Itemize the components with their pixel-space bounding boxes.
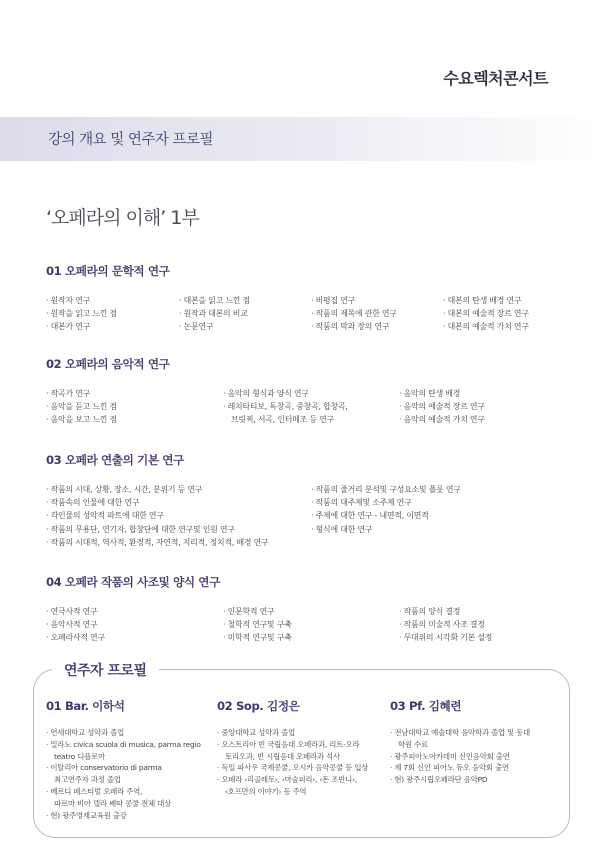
topic-item: · 작품의 양식 결정 bbox=[399, 605, 492, 618]
topic-column bbox=[443, 294, 529, 334]
topic-item: · 연극사적 연구 bbox=[46, 605, 105, 618]
topic-item: · 원작자 연구 bbox=[46, 294, 117, 307]
topic-item: · 원작과 대본의 비교 bbox=[179, 307, 250, 320]
profile-item: 토리오과, 빈 시립음대 오페라과 석사 bbox=[225, 751, 340, 761]
topic-item: · 음악사적 연구 bbox=[46, 618, 105, 631]
section-heading: 01 오페라의 문학적 연구 bbox=[46, 264, 170, 278]
section-style-study bbox=[46, 574, 566, 645]
topic-column bbox=[223, 605, 292, 645]
topic-item: · 논문연구 bbox=[179, 320, 250, 333]
overview-title: 강의 개요 및 연주자 프로필 bbox=[48, 132, 214, 148]
profile-item: · 연세대학교 성악과 졸업 bbox=[46, 727, 221, 739]
topic-item: · 미학적 연구및 구축 bbox=[223, 631, 292, 644]
topic-column bbox=[223, 387, 348, 427]
profile-item: · 광주피아노아카데미 신인음악회 출연 bbox=[390, 751, 565, 763]
performer-pianist bbox=[390, 698, 565, 786]
topic-item: · 레치타티보, 독창곡, 중창곡, 합창곡, bbox=[223, 400, 348, 413]
topic-item: · 작품의 무용단, 연기자, 합창단에 대한 연구및 인원 연구 bbox=[46, 523, 269, 536]
profile-item: · 이탈리아 conservatorio di parma bbox=[46, 762, 221, 774]
profile-item: 최고연주자 과정 졸업 bbox=[54, 775, 121, 785]
profile-title: 연주자 프로필 bbox=[52, 660, 159, 680]
topic-item: · 형식에 대한 연구 bbox=[311, 523, 461, 536]
topic-item: · 오페라사적 연구 bbox=[46, 631, 105, 644]
topic-item: · 무대위의 시각화 기본 설정 bbox=[399, 631, 492, 644]
topic-column bbox=[46, 483, 269, 549]
topic-item: · 인문학적 연구 bbox=[223, 605, 292, 618]
topic-column bbox=[46, 387, 117, 427]
profile-item: · 베르디 페스티벌 오페라 주역, bbox=[46, 786, 221, 798]
section-heading: 03 오페라 연출의 기본 연구 bbox=[46, 453, 184, 467]
topic-item: · 원작을 읽고 느낀 점 bbox=[46, 307, 117, 320]
profile-item: · 제 7회 신인 피아노 듀오 음악회 출연 bbox=[390, 762, 565, 774]
profile-item: ‹호프만의 이야기› 등 주역 bbox=[225, 786, 307, 796]
topic-item: · 대본의 예술적 장르 연구 bbox=[443, 307, 529, 320]
topic-item: · 작품의 줄거리 분석및 구성요소및 플롯 연구 bbox=[311, 483, 461, 496]
profile-item: · 전남대학교 예술대학 음악학과 졸업 및 동대 bbox=[390, 727, 565, 739]
performer-soprano bbox=[217, 698, 392, 798]
topic-item: · 음악의 예술적 장르 연구 bbox=[399, 400, 485, 413]
profile-item: · 오페라 ‹리골레토›, ‹마술피리›, ‹돈 조반니›, bbox=[217, 774, 392, 786]
brand-title: 수요렉처콘서트 bbox=[443, 69, 548, 88]
topic-item: · 음악의 탄생 배경 bbox=[399, 387, 485, 400]
section-heading: 02 오페라의 음악적 연구 bbox=[46, 357, 170, 371]
topic-item: · 작곡가 연구 bbox=[46, 387, 117, 400]
topic-item: · 작품의 시대, 상황, 장소, 시간, 분위기 등 연구 bbox=[46, 483, 269, 496]
topic-item: · 음악의 형식과 양식 연구 bbox=[223, 387, 348, 400]
topic-item: · 주제에 대한 연구 - 내면적, 이면적 bbox=[311, 509, 461, 522]
topic-item: · 작품의 시대적, 역사적, 환경적, 자연적, 지리적, 정치적, 배경 연구 bbox=[46, 536, 269, 549]
performer-name: 02 Sop. 김정은 bbox=[217, 699, 300, 713]
section-literary-study bbox=[46, 263, 566, 334]
topic-item: 브릿찌, 서곡, 인터메조 등 연구 bbox=[231, 415, 334, 425]
topic-item: · 철학적 연구및 구축 bbox=[223, 618, 292, 631]
section-directing-study bbox=[46, 452, 566, 549]
profile-item: teatro 디플로마 bbox=[54, 751, 105, 761]
topic-item: · 작품의 대주제및 소주제 연구 bbox=[311, 496, 461, 509]
section-heading: 04 오페라 작품의 사조및 양식 연구 bbox=[46, 575, 220, 589]
topic-item: · 대본을 읽고 느낀 점 bbox=[179, 294, 250, 307]
overview-banner bbox=[0, 117, 600, 161]
profile-item: · 현) 광주시립오페라단 음악PD bbox=[390, 774, 565, 786]
topic-column bbox=[46, 294, 117, 334]
profile-item: · 오스트리아 빈 국립음대 오페라과, 리트-오라 bbox=[217, 739, 392, 751]
topic-column bbox=[46, 605, 105, 645]
topic-item: · 각인물의 성악적 파트에 대한 연구 bbox=[46, 509, 269, 522]
profile-item: · 중앙대학교 성악과 졸업 bbox=[217, 727, 392, 739]
profile-item: · 독일 파사우 국제콩쿨, 오시카 음악콩쿨 등 입상 bbox=[217, 762, 392, 774]
performer-baritone bbox=[46, 698, 221, 821]
topic-item: · 대본의 예술적 가치 연구 bbox=[443, 320, 529, 333]
topic-item: · 대본가 연구 bbox=[46, 320, 117, 333]
topic-item: · 작품속의 인물에 대한 연구 bbox=[46, 496, 269, 509]
topic-item: · 작품의 제목에 관한 연구 bbox=[311, 307, 397, 320]
topic-item: · 대본의 탄생 배경 연구 bbox=[443, 294, 529, 307]
lecture-title: ‘오페라의 이해’ 1부 bbox=[46, 207, 199, 229]
performer-name: 03 Pf. 김혜련 bbox=[390, 699, 462, 713]
section-musical-study bbox=[46, 356, 566, 427]
profile-item: · 현) 광주영재교육원 출강 bbox=[46, 810, 221, 822]
topic-item: · 음악의 예술적 가치 연구 bbox=[399, 413, 485, 426]
performer-name: 01 Bar. 이하석 bbox=[46, 699, 125, 713]
topic-column bbox=[311, 483, 461, 536]
topic-column bbox=[399, 605, 492, 645]
topic-column bbox=[311, 294, 397, 334]
topic-item: · 음악을 보고 느낀 점 bbox=[46, 413, 117, 426]
topic-item: · 작품의 미술적 사조 결정 bbox=[399, 618, 492, 631]
profile-item: 학원 수료 bbox=[398, 739, 428, 749]
profile-item: · 밀라노 civica scuola di musica, parma regio bbox=[46, 739, 221, 751]
topic-item: · 작품의 막과 장의 연구 bbox=[311, 320, 397, 333]
topic-column bbox=[399, 387, 485, 427]
topic-item: · 비평집 연구 bbox=[311, 294, 397, 307]
topic-column bbox=[179, 294, 250, 334]
profile-item: 파르마 비아 델라 쎄따 콩쿨 전체 대상 bbox=[54, 798, 171, 808]
topic-item: · 음악을 듣고 느낀 점 bbox=[46, 400, 117, 413]
